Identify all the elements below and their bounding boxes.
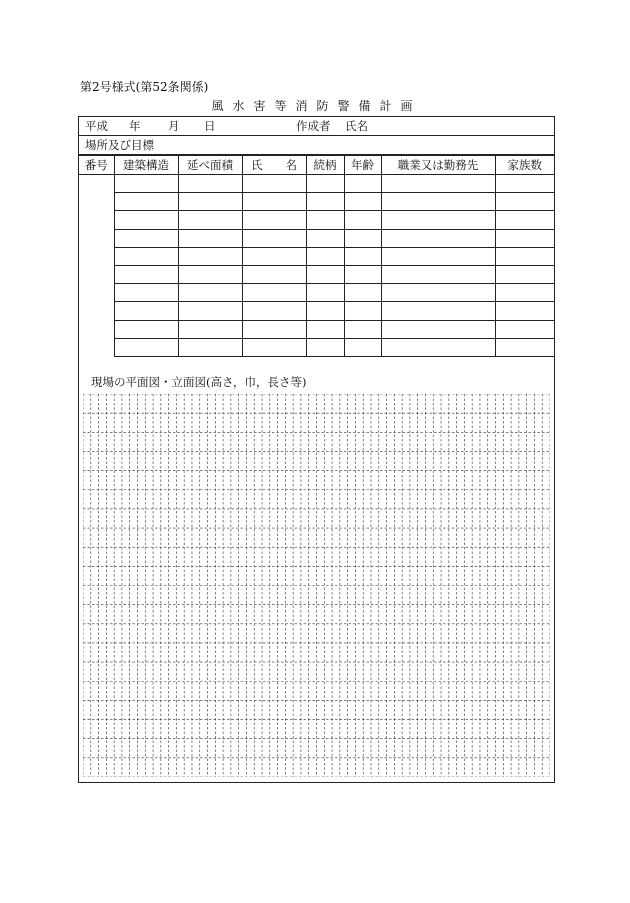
column-header: 氏 名 [242,156,306,175]
table-cell[interactable] [381,211,495,229]
table-cell[interactable] [381,229,495,247]
column-header: 家族数 [495,156,554,175]
table-row [79,211,554,229]
table-cell[interactable] [306,175,344,193]
table-cell[interactable] [381,247,495,265]
table-cell[interactable] [495,284,554,302]
table-cell[interactable] [306,229,344,247]
table-cell[interactable] [344,229,381,247]
name-label: 氏名 [345,119,368,133]
table-cell[interactable] [344,302,381,320]
table-cell[interactable] [242,284,306,302]
table-cell[interactable] [381,302,495,320]
table-cell[interactable] [242,193,306,211]
table-cell[interactable] [178,320,242,338]
table-cell[interactable] [344,175,381,193]
table-cell[interactable] [495,320,554,338]
table-row [79,175,554,193]
table-cell[interactable] [114,247,178,265]
month-label: 月 [168,119,180,133]
table-cell[interactable] [178,211,242,229]
table-cell[interactable] [114,211,178,229]
table-cell[interactable] [344,338,381,356]
table-row [79,247,554,265]
table-cell[interactable] [178,302,242,320]
table-cell[interactable] [178,193,242,211]
table-cell[interactable] [242,302,306,320]
table-cell[interactable] [178,284,242,302]
table-cell[interactable] [242,229,306,247]
table-cell[interactable] [178,247,242,265]
table-cell[interactable] [344,284,381,302]
table-cell[interactable] [381,320,495,338]
table-cell[interactable] [381,338,495,356]
table-cell[interactable] [114,265,178,283]
column-header: 建築構造 [114,156,178,175]
table-cell[interactable] [178,265,242,283]
day-label: 日 [204,119,216,133]
table-cell[interactable] [306,211,344,229]
table-cell[interactable] [495,338,554,356]
table-cell[interactable] [178,338,242,356]
table-cell[interactable] [344,211,381,229]
plan-drawing-grid [83,394,550,777]
plan-section-label: 現場の平面図・立面図(高さ，巾，長さ等) [91,375,307,389]
table-cell[interactable] [381,193,495,211]
table-cell[interactable] [381,175,495,193]
location-target-label: 場所及び目標 [85,138,154,152]
table-cell[interactable] [495,175,554,193]
table-row [79,338,554,356]
table-cell[interactable] [381,265,495,283]
table-cell[interactable] [114,302,178,320]
column-header: 職業又は勤務先 [381,156,495,175]
era-label: 平成 [85,119,108,133]
table-row [79,284,554,302]
table-cell[interactable] [344,247,381,265]
location-target-row [79,136,554,155]
table-cell[interactable] [114,229,178,247]
table-cell[interactable] [242,247,306,265]
table-row [79,302,554,320]
table-row [79,265,554,283]
table-row [79,229,554,247]
table-cell[interactable] [306,284,344,302]
table-cell[interactable] [344,193,381,211]
table-cell[interactable] [178,175,242,193]
form-number-label: 第2号様式(第52条関係) [80,80,209,94]
table-cell[interactable] [242,211,306,229]
year-label: 年 [129,119,141,133]
form-title: 風水害等消防警備計画 [211,99,422,113]
table-cell[interactable] [242,338,306,356]
table-cell[interactable] [306,302,344,320]
table-row [79,320,554,338]
table-cell[interactable] [495,229,554,247]
author-label: 作成者 [296,119,331,133]
table-cell[interactable] [381,284,495,302]
table-cell[interactable] [344,265,381,283]
table-cell[interactable] [242,175,306,193]
form-frame [78,116,555,783]
table-cell[interactable] [495,211,554,229]
table-cell[interactable] [178,229,242,247]
column-header: 延べ面積 [178,156,242,175]
table-cell[interactable] [306,247,344,265]
table-cell[interactable] [495,193,554,211]
table-cell[interactable] [242,265,306,283]
column-header: 年齢 [344,156,381,175]
table-cell[interactable] [306,193,344,211]
table-cell[interactable] [306,320,344,338]
table-row [79,193,554,211]
table-cell[interactable] [114,284,178,302]
table-cell[interactable] [306,338,344,356]
table-cell[interactable] [242,320,306,338]
table-cell[interactable] [495,302,554,320]
table-cell[interactable] [495,247,554,265]
table-body [79,175,554,357]
table-cell[interactable] [495,265,554,283]
table-cell[interactable] [114,320,178,338]
table-header-row [79,156,554,175]
table-cell[interactable] [114,338,178,356]
household-table [79,155,554,357]
number-cell[interactable] [79,175,114,357]
column-header: 続柄 [306,156,344,175]
table-cell[interactable] [114,175,178,193]
table-cell[interactable] [344,320,381,338]
table-cell[interactable] [114,193,178,211]
table-cell[interactable] [306,265,344,283]
date-author-row [79,117,554,136]
column-header: 番号 [79,156,114,175]
